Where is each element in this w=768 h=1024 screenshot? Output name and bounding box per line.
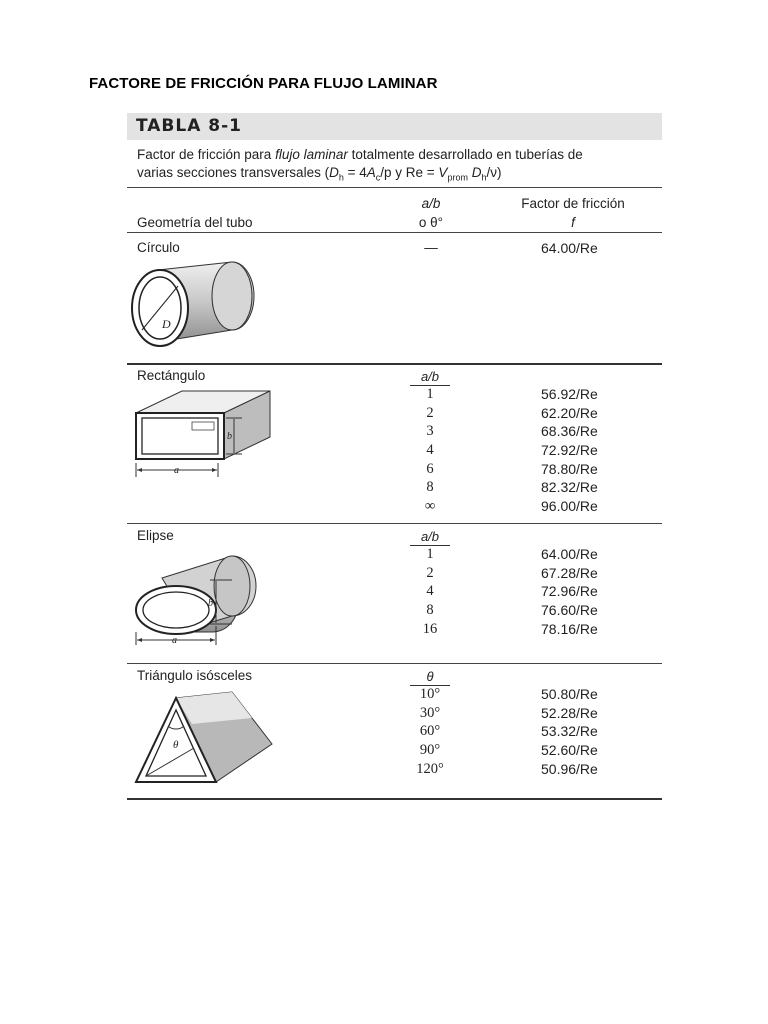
ellipse-a-label: a <box>172 635 177 646</box>
list-item: 6 <box>426 460 434 477</box>
list-item: 90° <box>419 742 441 759</box>
ellipse-factor-list <box>541 545 598 638</box>
list-item: 67.28/Re <box>541 564 598 581</box>
list-item: 52.60/Re <box>541 742 598 759</box>
list-item: 60° <box>419 723 441 740</box>
circle-factor: 64.00/Re <box>541 240 598 256</box>
caption-symbol: V <box>438 165 448 180</box>
triangle-ratio-list <box>410 685 450 778</box>
list-item: 2 <box>426 564 434 581</box>
list-item: 64.00/Re <box>541 546 598 562</box>
list-item: 10° <box>419 686 441 702</box>
list-item: 3 <box>426 423 434 440</box>
section-label-triangle: Triángulo isósceles <box>137 668 253 683</box>
list-item: 4 <box>426 583 434 600</box>
ellipse-ratio-list <box>410 545 450 638</box>
caption-text: = 4 <box>343 165 367 180</box>
table-bottom-rule <box>127 798 662 800</box>
list-item: 53.32/Re <box>541 723 598 740</box>
list-item: 72.96/Re <box>541 583 598 600</box>
section-rule <box>127 663 662 664</box>
list-item: 96.00/Re <box>541 498 598 515</box>
list-item: 76.60/Re <box>541 602 598 619</box>
header-rule <box>127 232 662 233</box>
list-item: 78.16/Re <box>541 620 598 637</box>
caption-symbol: D <box>467 165 482 180</box>
column-header-factor: Factor de fricción <box>521 196 625 211</box>
caption-text: /ν) <box>486 165 502 180</box>
column-header-factor-symbol: f <box>571 215 575 230</box>
list-item: 50.96/Re <box>541 760 598 777</box>
list-item: 82.32/Re <box>541 479 598 496</box>
section-label-rectangle: Rectángulo <box>137 368 206 383</box>
list-item: 52.28/Re <box>541 704 598 721</box>
caption-text: /p y Re = <box>380 165 439 180</box>
rectangle-b-label: b <box>227 431 232 442</box>
list-item: 120° <box>416 760 444 777</box>
ellipse-pipe-diagram <box>132 548 272 648</box>
list-item: 72.92/Re <box>541 442 598 459</box>
caption-subscript: c <box>375 172 381 183</box>
list-item: ∞ <box>424 498 436 515</box>
caption-text: Factor de fricción para <box>137 147 276 162</box>
circle-ratio: — <box>424 240 438 255</box>
list-item: 2 <box>426 404 434 421</box>
list-item: 1 <box>426 386 434 402</box>
circle-pipe-diagram <box>128 258 258 350</box>
caption-text: totalmente desarrollado en tuberías de <box>347 147 583 162</box>
rectangle-ratio-list <box>410 385 450 516</box>
column-header-geometry: Geometría del tubo <box>137 215 253 230</box>
list-item: 56.92/Re <box>541 386 598 402</box>
rectangle-factor-list <box>541 385 598 516</box>
column-header-ratio: a/b <box>421 196 441 211</box>
triangle-subhead: θ <box>410 669 450 686</box>
table-label: TABLA 8-1 <box>136 116 243 136</box>
caption-rule <box>127 187 662 188</box>
table-caption <box>137 146 657 187</box>
rectangle-a-label: a <box>174 465 179 476</box>
list-item: 50.80/Re <box>541 686 598 702</box>
document-title: FACTORE DE FRICCIÓN PARA FLUJO LAMINAR <box>89 75 438 92</box>
table-label-bar <box>127 113 662 140</box>
list-item: 62.20/Re <box>541 404 598 421</box>
section-rule <box>127 523 662 524</box>
list-item: 4 <box>426 442 434 459</box>
ellipse-subhead: a/b <box>410 529 450 546</box>
list-item: 1 <box>426 546 434 562</box>
rectangle-duct-diagram <box>132 385 272 480</box>
caption-symbol: A <box>366 165 376 180</box>
caption-text: varias secciones transversales ( <box>137 165 330 180</box>
section-rule <box>127 363 662 365</box>
section-label-ellipse: Elipse <box>137 528 174 543</box>
column-header-angle: o θ° <box>418 215 444 230</box>
list-item: 68.36/Re <box>541 423 598 440</box>
list-item: 30° <box>419 704 441 721</box>
section-label-circle: Círculo <box>137 240 180 255</box>
circle-diameter-label: D <box>162 317 171 331</box>
caption-subscript: prom <box>447 172 468 183</box>
ellipse-b-label: b <box>208 598 213 609</box>
list-item: 16 <box>422 620 438 637</box>
list-item: 78.80/Re <box>541 460 598 477</box>
triangle-theta-label: θ <box>173 739 179 751</box>
rectangle-subhead: a/b <box>410 369 450 386</box>
caption-symbol: D <box>329 165 339 180</box>
caption-emphasis: flujo laminar <box>275 147 348 162</box>
caption-subscript: h <box>481 172 487 183</box>
triangle-factor-list <box>541 685 598 778</box>
list-item: 8 <box>426 602 434 619</box>
list-item: 8 <box>426 479 434 496</box>
caption-subscript: h <box>338 172 344 183</box>
triangle-duct-diagram <box>132 688 277 786</box>
